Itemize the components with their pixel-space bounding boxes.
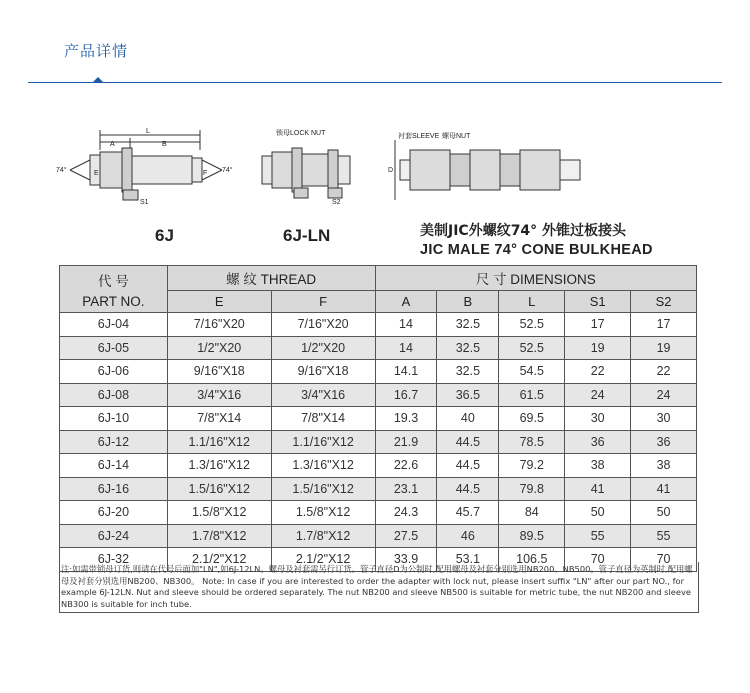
order-note: 注:如需带锁母订货,则请在代号后面加"LN",如6J-12LN。螺母及衬套需另行订货。管子直径D为公制时,配用螺母及衬套分别选用NB200、NB500。管子直径为英制时,配用螺母及衬套分别选用NB200、NB300。 Note: In case if you are interested to order the adapter with lock nut, please insert suffix "LN" after our part NO., for example 6J-12LN. Nut and sleeve should be ordered separately. The nut NB200 and sleeve NB500 is suitable for metric tube, the nut NB200 and sleeve NB300 is suitable for inch tube.: [59, 562, 699, 613]
table-row: [60, 360, 697, 384]
cell-dim-b: 40: [437, 407, 499, 431]
cell-dim-s2: 38: [631, 454, 697, 478]
drawing-assembly: [395, 140, 580, 200]
cell-thread-e: 3/4"X16: [167, 383, 271, 407]
column-header-s2: S2: [631, 291, 697, 313]
cell-part-no: 6J-10: [60, 407, 168, 431]
cell-thread-f: 7/16"X20: [271, 313, 375, 337]
cell-dim-a: 27.5: [375, 524, 437, 548]
table-row: [60, 430, 697, 454]
cell-thread-f: 7/8"X14: [271, 407, 375, 431]
cell-dim-a: 14.1: [375, 360, 437, 384]
cell-part-no: 6J-08: [60, 383, 168, 407]
cell-dim-l: 69.5: [499, 407, 565, 431]
cell-thread-e: 7/16"X20: [167, 313, 271, 337]
angle-label-left: 74°: [56, 167, 67, 174]
cell-dim-a: 23.1: [375, 477, 437, 501]
product-title-cn: 美制JIC外螺纹74° 外锥过板接头: [420, 223, 627, 239]
cell-dim-b: 53.1: [437, 548, 499, 572]
column-header-e: E: [167, 291, 271, 313]
dim-label-e: E: [94, 170, 99, 177]
cell-dim-s1: 36: [565, 430, 631, 454]
cell-dim-s2: 41: [631, 477, 697, 501]
header-code-cn: 代 号: [98, 273, 129, 289]
cell-thread-e: 1.1/16"X12: [167, 430, 271, 454]
cell-dim-a: 16.7: [375, 383, 437, 407]
cell-thread-f: 1.5/16"X12: [271, 477, 375, 501]
dim-label-l: L: [146, 128, 150, 135]
cell-dim-b: 36.5: [437, 383, 499, 407]
cell-thread-f: 1/2"X20: [271, 336, 375, 360]
cell-dim-a: 24.3: [375, 501, 437, 525]
cell-dim-l: 54.5: [499, 360, 565, 384]
cell-thread-e: 1.5/16"X12: [167, 477, 271, 501]
cell-dim-l: 84: [499, 501, 565, 525]
dim-label-b: B: [162, 141, 167, 148]
cell-thread-e: 1/2"X20: [167, 336, 271, 360]
cell-dim-l: 52.5: [499, 336, 565, 360]
divider-pointer: [93, 77, 103, 82]
product-title-en: JIC MALE 74° CONE BULKHEAD: [420, 242, 653, 258]
table-row: [60, 383, 697, 407]
column-header-a: A: [375, 291, 437, 313]
cell-thread-e: 2.1/2"X12: [167, 548, 271, 572]
cell-dim-l: 78.5: [499, 430, 565, 454]
cell-thread-f: 2.1/2"X12: [271, 548, 375, 572]
dim-label-s2: S2: [332, 199, 341, 206]
cell-part-no: 6J-06: [60, 360, 168, 384]
cell-thread-f: 1.1/16"X12: [271, 430, 375, 454]
cell-part-no: 6J-05: [60, 336, 168, 360]
cell-part-no: 6J-20: [60, 501, 168, 525]
model-label-6j: 6J: [155, 226, 174, 245]
table-row: [60, 454, 697, 478]
cell-dim-b: 44.5: [437, 477, 499, 501]
cell-part-no: 6J-04: [60, 313, 168, 337]
cell-part-no: 6J-24: [60, 524, 168, 548]
section-divider: [28, 82, 722, 83]
dim-label-s1: S1: [140, 199, 149, 206]
cell-dim-s2: 17: [631, 313, 697, 337]
label-sleeve: 衬套SLEEVE: [398, 133, 440, 140]
cell-dim-s1: 55: [565, 524, 631, 548]
header-part-no: [60, 266, 168, 313]
cell-dim-b: 32.5: [437, 360, 499, 384]
column-header-l: L: [499, 291, 565, 313]
cell-thread-e: 9/16"X18: [167, 360, 271, 384]
cell-dim-s1: 30: [565, 407, 631, 431]
label-lock-nut: 锁母LOCK NUT: [276, 130, 326, 137]
drawing-6j-ln: [262, 148, 350, 198]
cell-part-no: 6J-16: [60, 477, 168, 501]
header-dimensions: 尺 寸 DIMENSIONS: [375, 266, 696, 291]
cell-thread-e: 7/8"X14: [167, 407, 271, 431]
cell-dim-s1: 38: [565, 454, 631, 478]
table-row: [60, 313, 697, 337]
cell-dim-s2: 24: [631, 383, 697, 407]
cell-dim-s1: 19: [565, 336, 631, 360]
cell-thread-e: 1.3/16"X12: [167, 454, 271, 478]
table-row: [60, 477, 697, 501]
column-header-f: F: [271, 291, 375, 313]
angle-label-right: 74°: [222, 167, 233, 174]
model-label-6j-ln: 6J-LN: [283, 226, 331, 245]
cell-thread-f: 9/16"X18: [271, 360, 375, 384]
cell-dim-s2: 36: [631, 430, 697, 454]
cell-dim-s1: 41: [565, 477, 631, 501]
cell-thread-f: 1.5/8"X12: [271, 501, 375, 525]
cell-dim-l: 106.5: [499, 548, 565, 572]
cell-part-no: 6J-12: [60, 430, 168, 454]
cell-dim-b: 44.5: [437, 454, 499, 478]
cell-dim-s1: 22: [565, 360, 631, 384]
cell-dim-l: 79.8: [499, 477, 565, 501]
cell-dim-a: 19.3: [375, 407, 437, 431]
table-row: [60, 407, 697, 431]
cell-thread-f: 3/4"X16: [271, 383, 375, 407]
drawing-6j: [70, 130, 222, 200]
cell-dim-l: 52.5: [499, 313, 565, 337]
cell-dim-l: 61.5: [499, 383, 565, 407]
header-thread: 螺 纹 THREAD: [167, 266, 375, 291]
cell-dim-b: 44.5: [437, 430, 499, 454]
cell-dim-s2: 30: [631, 407, 697, 431]
cell-dim-s2: 55: [631, 524, 697, 548]
cell-dim-a: 14: [375, 336, 437, 360]
cell-dim-b: 32.5: [437, 313, 499, 337]
cell-dim-a: 21.9: [375, 430, 437, 454]
cell-dim-a: 14: [375, 313, 437, 337]
cell-dim-b: 46: [437, 524, 499, 548]
table-row: [60, 336, 697, 360]
cell-dim-s1: 17: [565, 313, 631, 337]
dim-label-d: D: [388, 167, 394, 174]
cell-dim-b: 32.5: [437, 336, 499, 360]
cell-dim-s1: 50: [565, 501, 631, 525]
cell-dim-a: 22.6: [375, 454, 437, 478]
table-row: [60, 524, 697, 548]
cell-dim-s2: 50: [631, 501, 697, 525]
cell-thread-f: 1.7/8"X12: [271, 524, 375, 548]
cell-dim-b: 45.7: [437, 501, 499, 525]
column-header-s1: S1: [565, 291, 631, 313]
cell-thread-f: 1.3/16"X12: [271, 454, 375, 478]
cell-dim-s2: 70: [631, 548, 697, 572]
cell-dim-s2: 19: [631, 336, 697, 360]
cell-thread-e: 1.7/8"X12: [167, 524, 271, 548]
spec-table: [59, 265, 697, 572]
cell-dim-s1: 70: [565, 548, 631, 572]
cell-dim-l: 79.2: [499, 454, 565, 478]
cell-part-no: 6J-32: [60, 548, 168, 572]
table-row: [60, 501, 697, 525]
cell-thread-e: 1.5/8"X12: [167, 501, 271, 525]
label-nut: 螺母NUT: [442, 133, 471, 140]
section-title: 产品详情: [64, 42, 129, 60]
cell-dim-a: 33.9: [375, 548, 437, 572]
cell-dim-l: 89.5: [499, 524, 565, 548]
dim-label-f: F: [203, 170, 208, 177]
cell-part-no: 6J-14: [60, 454, 168, 478]
dim-label-a: A: [110, 141, 115, 148]
cell-dim-s1: 24: [565, 383, 631, 407]
header-code-en: PART NO.: [82, 293, 145, 309]
cell-dim-s2: 22: [631, 360, 697, 384]
column-header-b: B: [437, 291, 499, 313]
